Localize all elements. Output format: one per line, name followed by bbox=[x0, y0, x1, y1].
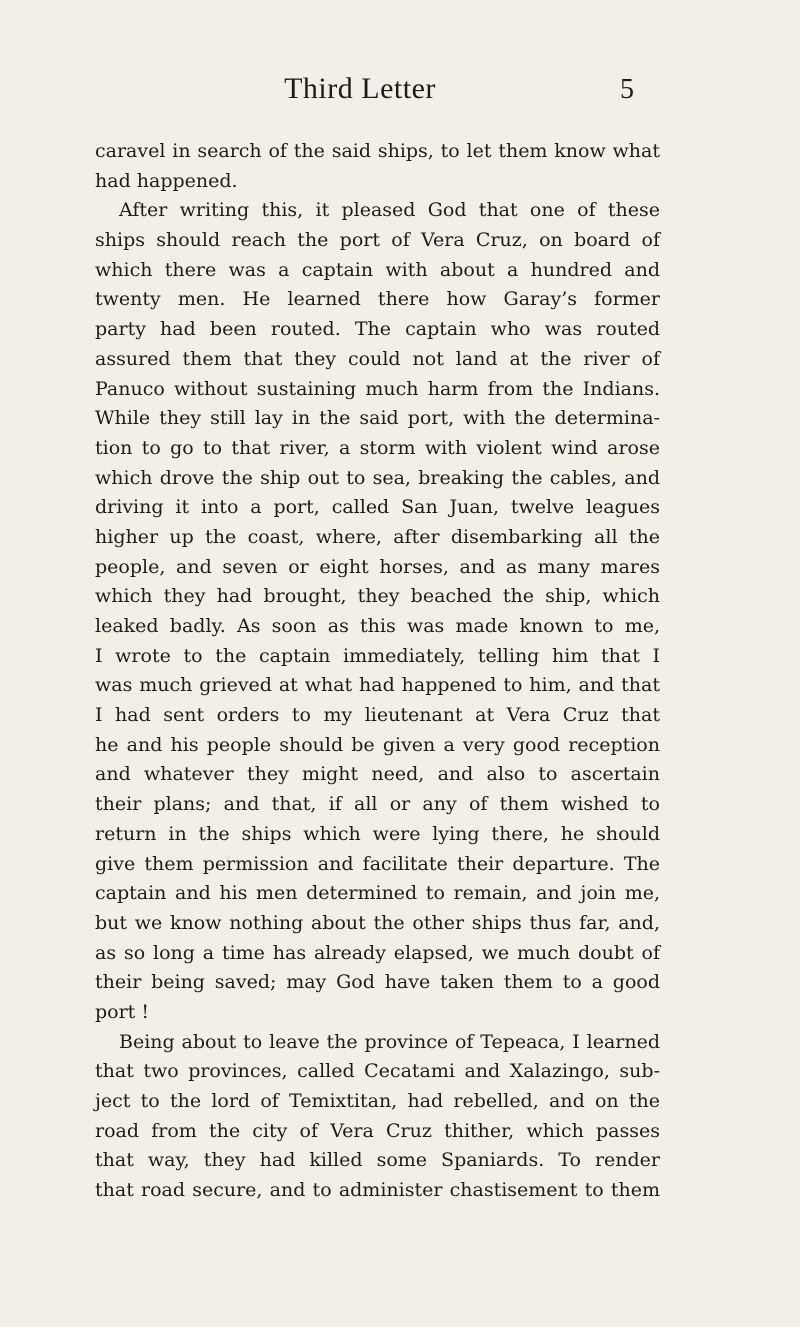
text-line: their plans; and that, if all or any of them wished to bbox=[95, 793, 660, 816]
text-line: road from the city of Vera Cruz thither, which passes bbox=[95, 1119, 660, 1142]
text-line: ject to the lord of Temixtitan, had rebelled, and on the bbox=[95, 1090, 660, 1112]
text-line: higher up the coast, where, after disembarking all the bbox=[95, 525, 660, 548]
running-head: Third Letter bbox=[284, 72, 436, 105]
text-line: While they still lay in the said port, with the determina- bbox=[95, 407, 660, 430]
text-line: which drove the ship out to sea, breaking the cables, and bbox=[95, 466, 660, 489]
page-header bbox=[0, 72, 800, 112]
text-line: assured them that they could not land at the river of bbox=[95, 347, 660, 370]
text-line: return in the ships which were lying there, he should bbox=[95, 822, 660, 845]
text-line: their being saved; may God have taken them to a good bbox=[95, 971, 660, 994]
text-line: was much grieved at what had happened to him, and that bbox=[95, 674, 660, 697]
text-line: Being about to leave the province of Tepeaca, I learned bbox=[119, 1030, 660, 1053]
text-line: twenty men. He learned there how Garay’s former bbox=[95, 288, 660, 311]
text-line: ships should reach the port of Vera Cruz, on board of bbox=[95, 229, 660, 252]
text-line: give them permission and facilitate their departure. The bbox=[95, 852, 660, 875]
text-line: but we know nothing about the other ships thus far, and, bbox=[95, 911, 660, 934]
text-line: which they had brought, they beached the ship, which bbox=[95, 585, 660, 608]
text-line: that way, they had killed some Spaniards. To render bbox=[95, 1149, 660, 1172]
text-line: Panuco without sustaining much harm from the Indians. bbox=[95, 377, 660, 400]
text-line: and whatever they might need, and also to ascertain bbox=[95, 763, 660, 786]
text-line: people, and seven or eight horses, and as many mares bbox=[95, 555, 660, 578]
text-line: caravel in search of the said ships, to let them know what bbox=[95, 140, 660, 162]
text-line: driving it into a port, called San Juan, twelve leagues bbox=[95, 496, 660, 519]
body-text bbox=[95, 137, 660, 1206]
text-line: he and his people should be given a very good reception bbox=[95, 733, 660, 756]
page-number: 5 bbox=[620, 74, 634, 105]
text-line: port ! bbox=[95, 1000, 149, 1023]
text-line: leaked badly. As soon as this was made known to me, bbox=[95, 615, 660, 637]
text-line: which there was a captain with about a hundred and bbox=[95, 258, 660, 281]
text-line: I had sent orders to my lieutenant at Vera Cruz that bbox=[95, 704, 660, 727]
text-line: party had been routed. The captain who was routed bbox=[95, 318, 660, 341]
text-line: captain and his men determined to remain, and join me, bbox=[95, 882, 660, 905]
text-line: as so long a time has already elapsed, we much doubt of bbox=[95, 941, 660, 964]
text-line: that two provinces, called Cecatami and Xalazingo, sub- bbox=[95, 1060, 660, 1083]
text-line: I wrote to the captain immediately, telling him that I bbox=[95, 644, 660, 667]
text-line: that road secure, and to administer chastisement to them bbox=[95, 1179, 660, 1202]
text-line: tion to go to that river, a storm with violent wind arose bbox=[95, 436, 660, 459]
text-line: had happened. bbox=[95, 169, 238, 192]
text-line: After writing this, it pleased God that one of these bbox=[119, 199, 660, 222]
